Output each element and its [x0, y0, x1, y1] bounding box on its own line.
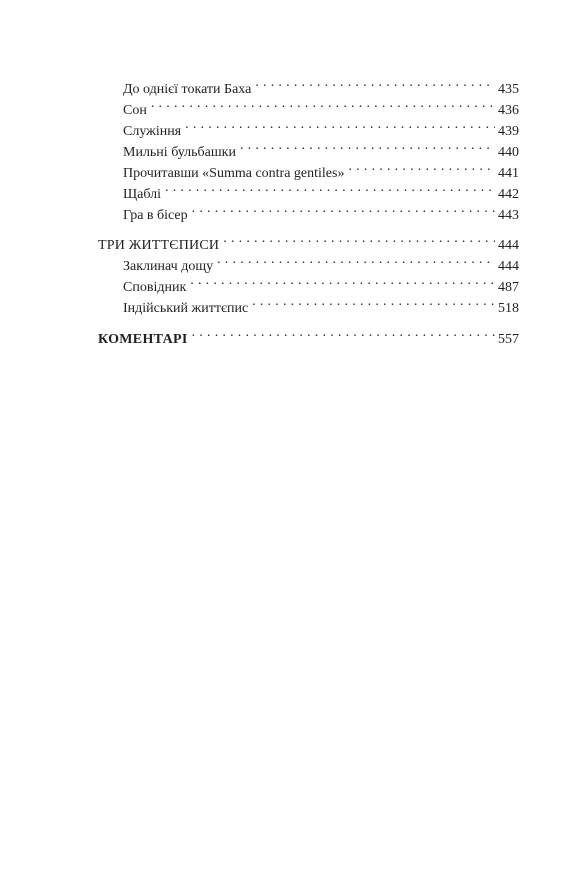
toc-entry-title: До однієї токати Баха	[123, 82, 252, 97]
dot-leader	[240, 135, 495, 156]
dot-leader	[255, 72, 495, 93]
toc-section-page: 557	[498, 332, 519, 347]
toc-entry-page: 439	[498, 124, 519, 139]
dot-leader	[252, 291, 495, 312]
toc-entry-title: Гра в бісер	[123, 208, 188, 223]
toc-entry-page: 440	[498, 145, 519, 160]
dot-leader	[348, 156, 495, 177]
toc-entry-page: 443	[498, 208, 519, 223]
toc-section-heading[interactable]	[98, 228, 519, 253]
dot-leader	[190, 270, 495, 291]
toc-entry-title: Служіння	[123, 124, 182, 139]
toc-entry-page: 442	[498, 187, 519, 202]
dot-leader	[217, 249, 495, 270]
toc-entry-title: Мильні бульбашки	[123, 145, 236, 160]
toc-entry[interactable]	[98, 72, 519, 97]
dot-leader	[223, 228, 495, 249]
dot-leader	[192, 322, 495, 343]
toc-section-page: 444	[498, 238, 519, 253]
dot-leader	[151, 93, 495, 114]
toc-entry-page: 435	[498, 82, 519, 97]
toc-entry-page: 487	[498, 280, 519, 295]
toc-entry-title: Заклинач дощу	[123, 259, 214, 274]
table-of-contents	[98, 72, 519, 347]
toc-entry-page: 518	[498, 301, 519, 316]
toc-section-title: КОМЕНТАРІ	[98, 332, 188, 347]
toc-entry-title: Щаблі	[123, 187, 161, 202]
toc-entry-page: 444	[498, 259, 519, 274]
toc-section-heading[interactable]	[98, 322, 519, 347]
toc-entry-title: Сповідник	[123, 280, 187, 295]
toc-entry-title: Індійський життєпис	[123, 301, 249, 316]
toc-entry-page: 436	[498, 103, 519, 118]
dot-leader	[165, 177, 495, 198]
toc-entry-title: Сон	[123, 103, 147, 118]
toc-entry[interactable]	[98, 93, 519, 118]
dot-leader	[192, 198, 495, 219]
toc-entry-page: 441	[498, 166, 519, 181]
toc-entry[interactable]	[98, 114, 519, 139]
dot-leader	[185, 114, 495, 135]
toc-entry-title: Прочитавши «Summa contra gentiles»	[123, 166, 345, 181]
toc-section-title: ТРИ ЖИТТЄПИСИ	[98, 238, 220, 253]
